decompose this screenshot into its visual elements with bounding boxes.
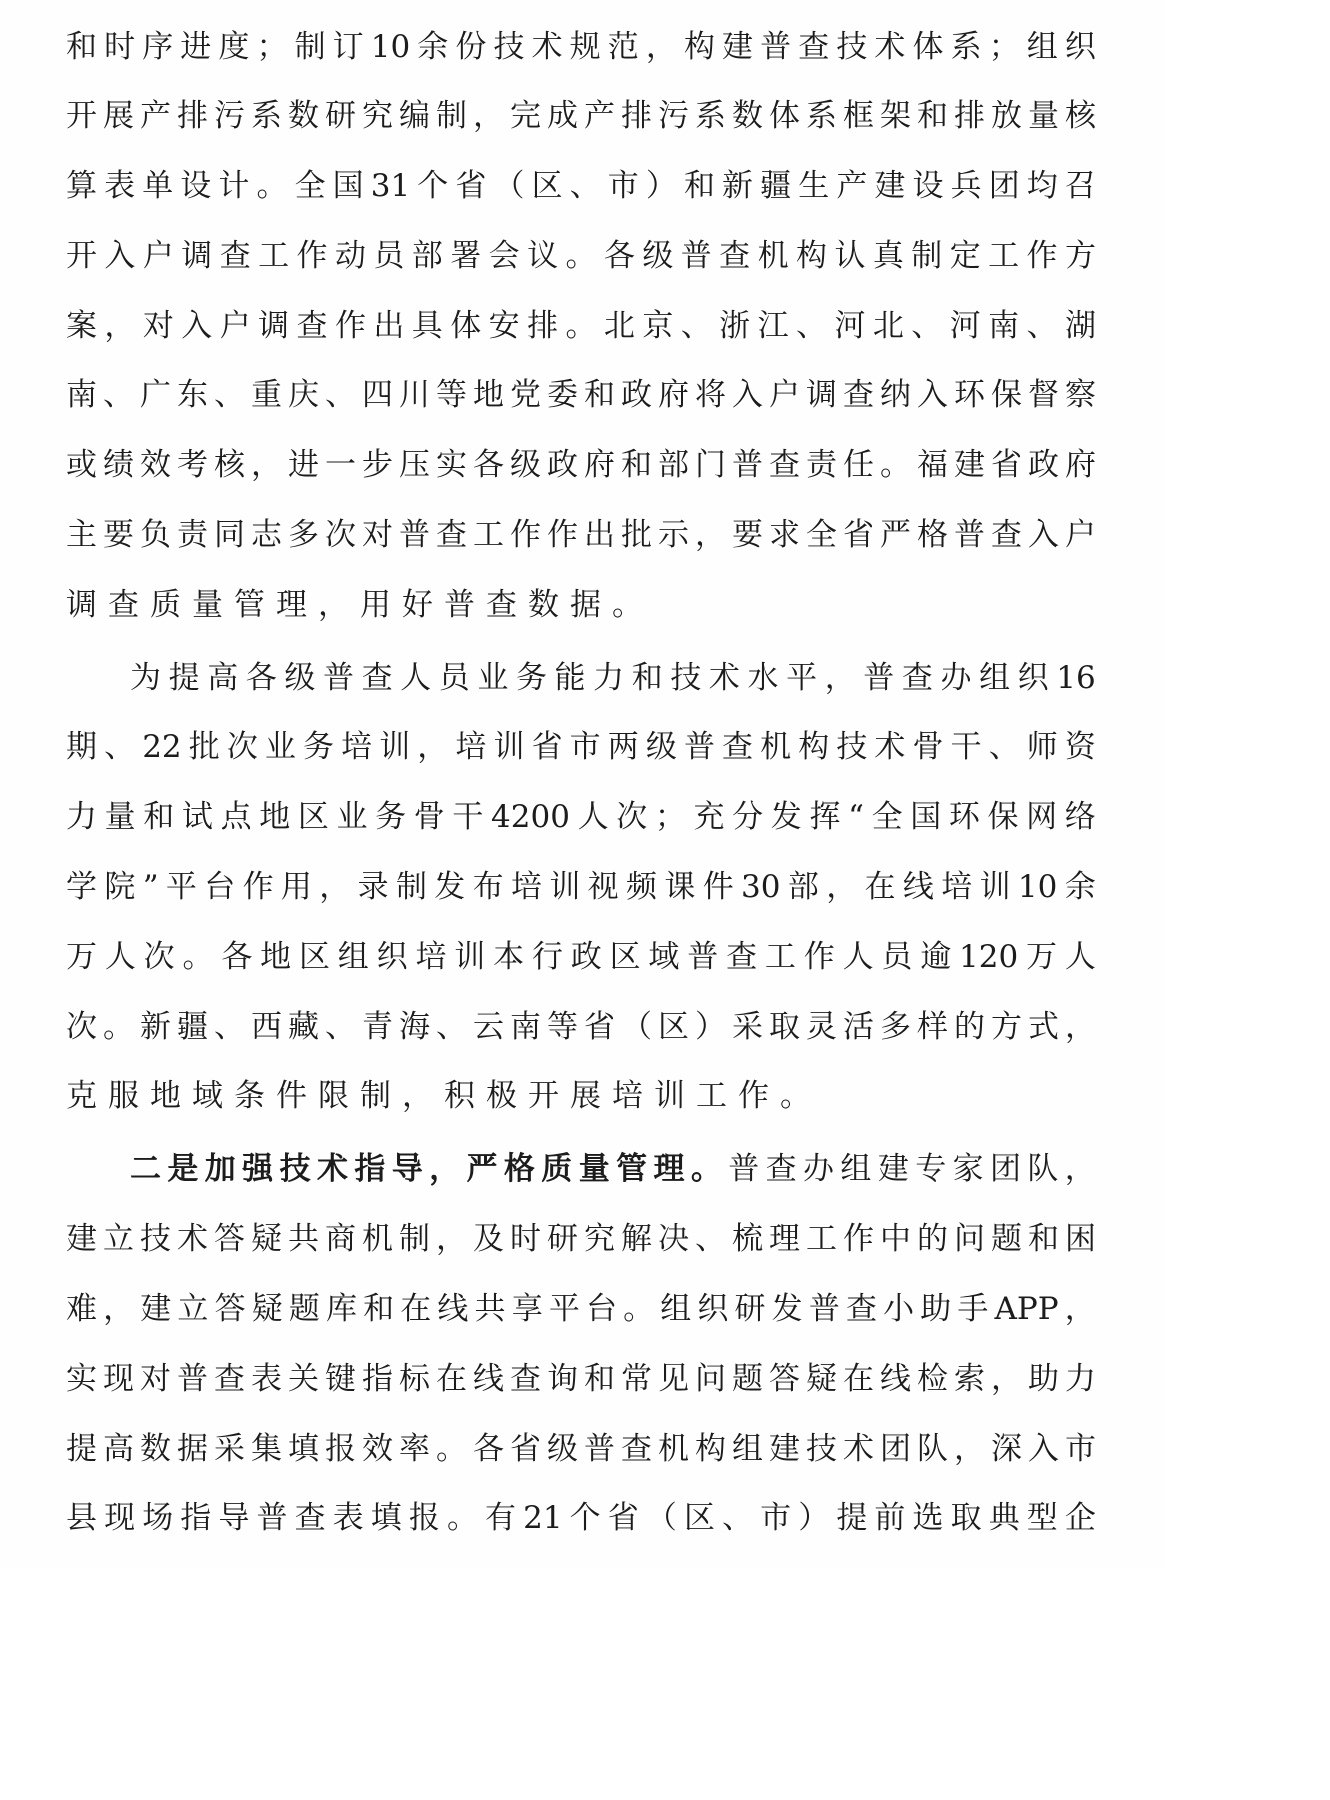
text-line: 南 、 广 东 、 重 庆 、 四 川 等 地 党 委 和 政 府 将 入 户 调 查 纳 入 环 保 督 察	[66, 377, 1096, 413]
text-line: 提 高 数 据 采 集 填 报 效 率 。 各 省 级 普 查 机 构 组 建 技 术 团 队 ， 深 入 市	[66, 1431, 1096, 1467]
text-line: 县 现 场 指 导 普 查 表 填 报 。 有 21 个 省 （ 区 、 市 ） 提 前 选 取 典 型 企	[66, 1500, 1096, 1536]
text-line: 万 人 次 。 各 地 区 组 织 培 训 本 行 政 区 域 普 查 工 作 人 员 逾 120 万 人	[66, 939, 1096, 975]
text-line-paragraph-end: 调 查 质 量 管 理 ， 用 好 普 查 数 据 。	[66, 587, 643, 623]
text-line: 开 入 户 调 查 工 作 动 员 部 署 会 议 。 各 级 普 查 机 构 认 真 制 定 工 作 方	[66, 238, 1096, 274]
text-line: 次 。 新 疆 、 西 藏 、 青 海 、 云 南 等 省 （ 区 ） 采 取 灵 活 多 样 的 方 式 ，	[66, 1009, 1096, 1045]
text-line: 力 量 和 试 点 地 区 业 务 骨 干 4200 人 次 ； 充 分 发 挥 “ 全 国 环 保 网 络	[66, 799, 1096, 835]
text-line-paragraph-end: 克 服 地 域 条 件 限 制 ， 积 极 开 展 培 训 工 作 。	[66, 1078, 811, 1114]
text-line: 案 ， 对 入 户 调 查 作 出 具 体 安 排 。 北 京 、 浙 江 、 河 北 、 河 南 、 湖	[66, 308, 1096, 344]
text-line: 和 时 序 进 度 ； 制 订 10 余 份 技 术 规 范 ， 构 建 普 查 技 术 体 系 ； 组 织	[66, 29, 1096, 65]
text-line: 实 现 对 普 查 表 关 键 指 标 在 线 查 询 和 常 见 问 题 答 疑 在 线 检 索 ， 助 力	[66, 1361, 1096, 1397]
text-line: 建 立 技 术 答 疑 共 商 机 制 ， 及 时 研 究 解 决 、 梳 理 工 作 中 的 问 题 和 困	[66, 1221, 1096, 1257]
paragraph-first-line: 二 是 加 强 技 术 指 导 ， 严 格 质 量 管 理 。 普 查 办 组 建 专 家 团 队 ，	[130, 1151, 1096, 1187]
text-line: 期 、 22 批 次 业 务 培 训 ， 培 训 省 市 两 级 普 查 机 构 技 术 骨 干 、 师 资	[66, 729, 1096, 765]
paragraph-first-line: 为 提 高 各 级 普 查 人 员 业 务 能 力 和 技 术 水 平 ， 普 查 办 组 织 16	[130, 660, 1096, 696]
text-line: 开 展 产 排 污 系 数 研 究 编 制 ， 完 成 产 排 污 系 数 体 系 框 架 和 排 放 量 核	[66, 98, 1096, 134]
text-line: 算 表 单 设 计 。 全 国 31 个 省 （ 区 、 市 ） 和 新 疆 生 产 建 设 兵 团 均 召	[66, 168, 1096, 204]
text-line: 学 院 ” 平 台 作 用 ， 录 制 发 布 培 训 视 频 课 件 30 部 ， 在 线 培 训 10 余	[66, 869, 1096, 905]
text-line: 难 ， 建 立 答 疑 题 库 和 在 线 共 享 平 台 。 组 织 研 发 普 查 小 助 手 APP ，	[66, 1291, 1096, 1327]
text-line: 或 绩 效 考 核 ， 进 一 步 压 实 各 级 政 府 和 部 门 普 查 责 任 。 福 建 省 政 府	[66, 447, 1096, 483]
text-line: 主 要 负 责 同 志 多 次 对 普 查 工 作 作 出 批 示 ， 要 求 全 省 严 格 普 查 入 户	[66, 517, 1096, 553]
